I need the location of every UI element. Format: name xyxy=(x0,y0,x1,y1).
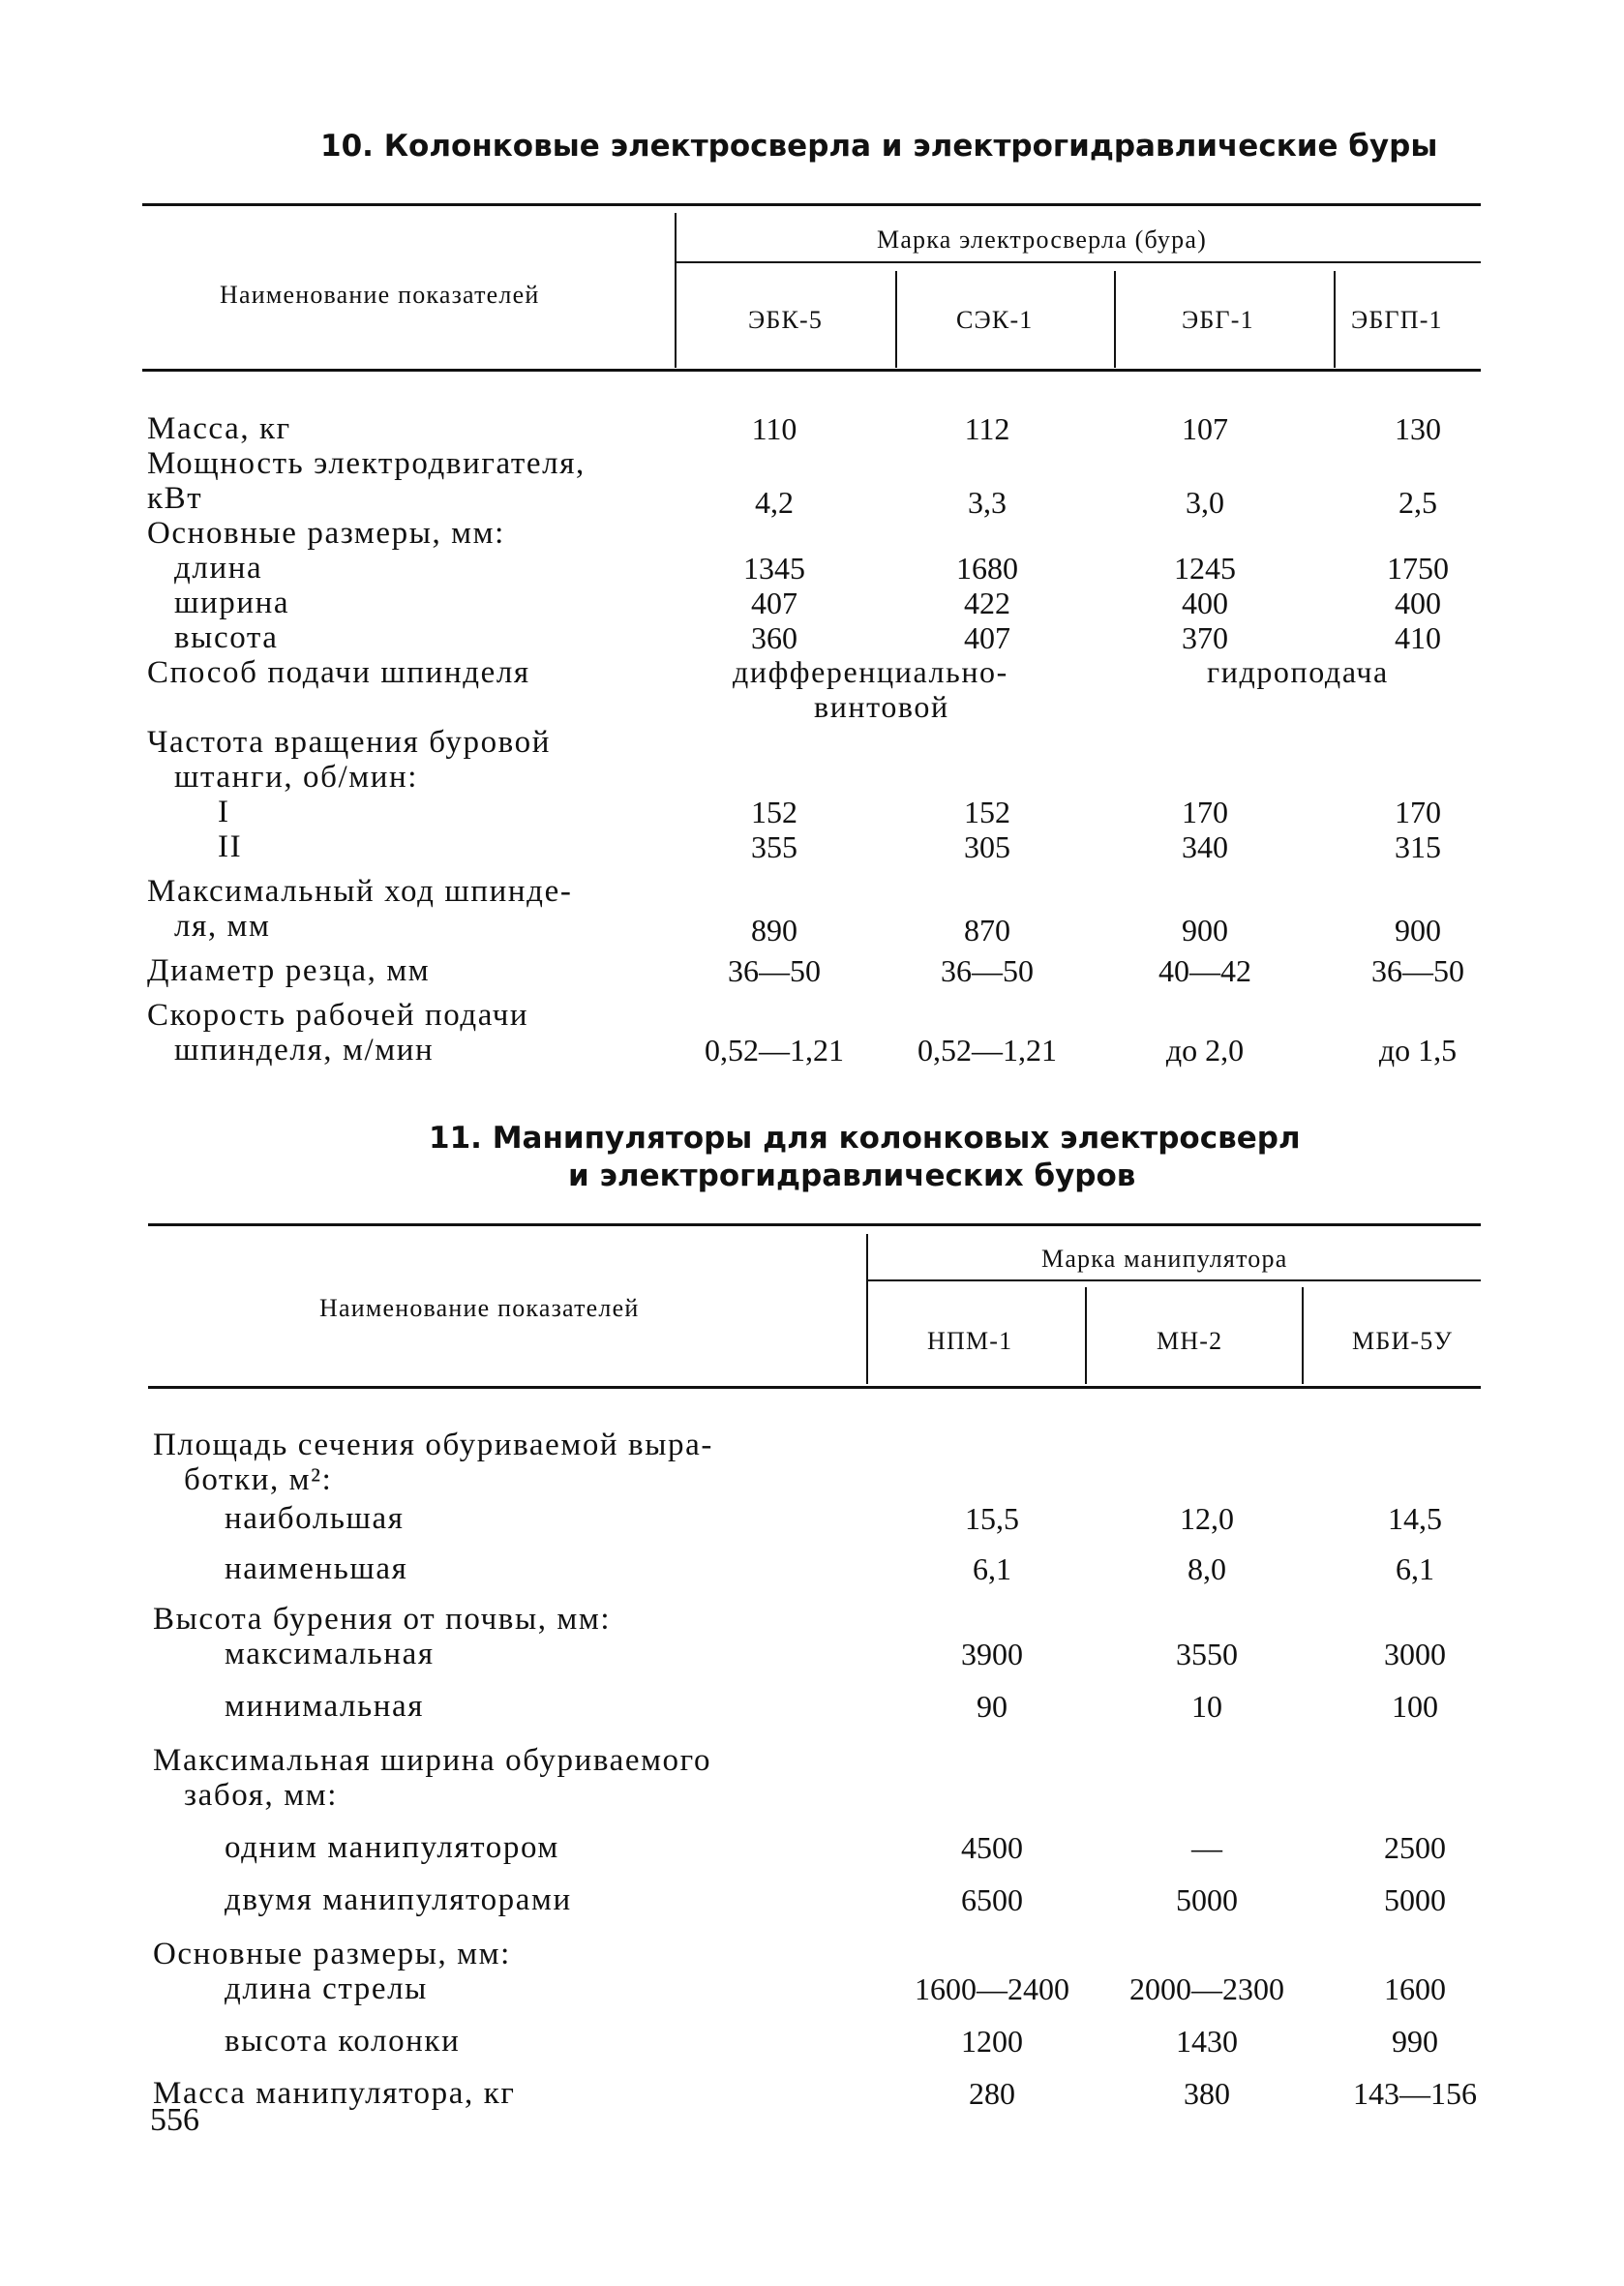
table10-cell: 900 xyxy=(1182,913,1228,947)
table10-col-divider-3 xyxy=(1334,271,1336,368)
table11-col-divider-2 xyxy=(1302,1287,1304,1384)
table10-title: 10. Колонковые электросверла и электрогидравлические буры xyxy=(320,129,1438,164)
table11-cell: 1200 xyxy=(961,2024,1023,2059)
table10-col-divider-1 xyxy=(895,271,897,368)
table10-cell: 407 xyxy=(964,620,1010,655)
table11-name-header: Наименование показателей xyxy=(319,1294,640,1322)
table10-cell: до 1,5 xyxy=(1378,1033,1458,1068)
table10-cell: 170 xyxy=(1182,795,1228,829)
table10-cell: 36—50 xyxy=(728,953,821,988)
table10-name-header: Наименование показателей xyxy=(220,281,540,309)
table10-row-label: Основные размеры, мм: xyxy=(147,516,505,551)
table11-col-mn2: МН-2 xyxy=(1157,1327,1223,1355)
table11-row-label: Площадь сечения обуриваемой выра- xyxy=(153,1428,713,1462)
table11-row-label: Максимальная ширина обуриваемого xyxy=(153,1743,712,1778)
table10-cell: 360 xyxy=(751,620,797,655)
table10-row-label: II xyxy=(218,829,243,864)
table10-cell: 112 xyxy=(964,411,1010,446)
table10-cell: 130 xyxy=(1395,411,1441,446)
table10-cell: 1345 xyxy=(743,551,805,586)
table10-row-label: шпинделя, м/мин xyxy=(174,1033,435,1068)
table11-cell: 1430 xyxy=(1176,2024,1238,2059)
table10-row-label: Способ подачи шпинделя xyxy=(147,655,530,690)
table10-row-label: штанги, об/мин: xyxy=(174,760,419,795)
table10-cell: 3,0 xyxy=(1186,485,1224,520)
table10-cell: 355 xyxy=(751,829,797,864)
table11-cell: 5000 xyxy=(1384,1882,1446,1917)
table11-row-label: Масса манипулятора, кг xyxy=(153,2076,516,2111)
table11-top-rule xyxy=(148,1223,1481,1226)
table10-row-label: кВт xyxy=(147,481,203,516)
table10-col-ebgp1: ЭБГП-1 xyxy=(1351,306,1443,334)
table11-cell: 100 xyxy=(1392,1689,1438,1724)
table10-row-label: высота xyxy=(174,620,279,655)
table11-cell: 3550 xyxy=(1176,1637,1238,1671)
table10-col-divider-2 xyxy=(1114,271,1116,368)
table11-row-label: забоя, мм: xyxy=(184,1778,338,1813)
table11-row-label: наибольшая xyxy=(225,1501,405,1536)
table11-cell: 990 xyxy=(1392,2024,1438,2059)
table10-cell: 40—42 xyxy=(1158,953,1251,988)
table10-cell: 36—50 xyxy=(941,953,1034,988)
table10-group-header: Марка электросверла (бура) xyxy=(877,226,1207,254)
table11-cell: 3900 xyxy=(961,1637,1023,1671)
table10-group-rule xyxy=(675,261,1481,263)
table10-feed-method-b: гидроподача xyxy=(1207,654,1389,689)
table10-cell: 422 xyxy=(964,586,1010,620)
table10-cell: 370 xyxy=(1182,620,1228,655)
table10-cell: 1245 xyxy=(1174,551,1236,586)
table10-row-label: длина xyxy=(174,551,263,586)
table10-cell: 870 xyxy=(964,913,1010,947)
table10-col-ebk5: ЭБК-5 xyxy=(748,306,824,334)
table10-cell: 152 xyxy=(751,795,797,829)
table11-col-npm1: НПМ-1 xyxy=(927,1327,1013,1355)
table11-group-header: Марка манипулятора xyxy=(1041,1245,1288,1273)
table11-row-label: двумя манипуляторами xyxy=(225,1882,572,1917)
table10-cell: 315 xyxy=(1395,829,1441,864)
table11-cell: 280 xyxy=(969,2076,1015,2111)
table11-title-line1: 11. Манипуляторы для колонковых электросверл xyxy=(429,1121,1301,1156)
table11-cell: 380 xyxy=(1184,2076,1230,2111)
table11-title-line2: и электрогидравлических буров xyxy=(568,1158,1136,1193)
table11-cell: 2500 xyxy=(1384,1830,1446,1865)
table10-cell: 110 xyxy=(751,411,797,446)
table11-row-label: минимальная xyxy=(225,1689,425,1724)
table10-row-label: Максимальный ход шпинде- xyxy=(147,874,573,909)
table11-cell: 143—156 xyxy=(1353,2076,1477,2111)
table11-row-label: длина стрелы xyxy=(225,1971,428,2006)
table10-row-label: I xyxy=(218,795,230,829)
table10-cell: 107 xyxy=(1182,411,1228,446)
table10-row-label: Мощность электродвигателя, xyxy=(147,446,586,481)
table11-cell: 4500 xyxy=(961,1830,1023,1865)
table11-cell: — xyxy=(1191,1830,1222,1865)
table10-top-rule xyxy=(142,203,1481,206)
table10-cell: 340 xyxy=(1182,829,1228,864)
table10-cell: 170 xyxy=(1395,795,1441,829)
table11-col-mbi5u: МБИ-5У xyxy=(1352,1327,1454,1355)
table10-cell: 1750 xyxy=(1387,551,1449,586)
table11-group-rule xyxy=(866,1279,1481,1281)
table10-cell: 4,2 xyxy=(755,485,794,520)
table11-cell: 6,1 xyxy=(1396,1551,1434,1586)
table11-col-divider-1 xyxy=(1085,1287,1087,1384)
table10-row-label: Масса, кг xyxy=(147,411,291,446)
table11-cell: 14,5 xyxy=(1388,1501,1442,1536)
table11-cell: 1600—2400 xyxy=(915,1971,1069,2006)
table11-cell: 90 xyxy=(977,1689,1007,1724)
table11-row-label: одним манипулятором xyxy=(225,1830,559,1865)
table11-cell: 12,0 xyxy=(1180,1501,1234,1536)
table11-row-label: Высота бурения от почвы, мм: xyxy=(153,1602,612,1637)
table10-col-ebg1: ЭБГ-1 xyxy=(1182,306,1254,334)
table11-header-divider xyxy=(866,1234,868,1384)
table11-row-label: высота колонки xyxy=(225,2024,461,2059)
table11-row-label: ботки, м²: xyxy=(184,1462,333,1497)
table11-cell: 15,5 xyxy=(965,1501,1019,1536)
table11-cell: 3000 xyxy=(1384,1637,1446,1671)
table10-row-label: ля, мм xyxy=(174,909,271,944)
table10-cell: 410 xyxy=(1395,620,1441,655)
table10-row-label: ширина xyxy=(174,586,290,620)
table11-cell: 10 xyxy=(1191,1689,1222,1724)
table10-cell: 36—50 xyxy=(1371,953,1464,988)
table10-cell: 400 xyxy=(1182,586,1228,620)
table10-cell: 1680 xyxy=(956,551,1018,586)
table11-header-bottom-rule xyxy=(148,1386,1481,1389)
table10-cell: 152 xyxy=(964,795,1010,829)
table10-cell: 0,52—1,21 xyxy=(917,1033,1057,1068)
table11-cell: 6500 xyxy=(961,1882,1023,1917)
table10-cell: 900 xyxy=(1395,913,1441,947)
table10-cell: 2,5 xyxy=(1398,485,1437,520)
table10-cell: 400 xyxy=(1395,586,1441,620)
table11-cell: 6,1 xyxy=(973,1551,1011,1586)
table11-cell: 1600 xyxy=(1384,1971,1446,2006)
table11-cell: 8,0 xyxy=(1188,1551,1226,1586)
table10-cell: 407 xyxy=(751,586,797,620)
table10-cell: 305 xyxy=(964,829,1010,864)
table10-feed-method-a-line2: винтовой xyxy=(814,689,949,724)
table11-cell: 5000 xyxy=(1176,1882,1238,1917)
table10-row-label: Частота вращения буровой xyxy=(147,725,551,760)
table11-row-label: наименьшая xyxy=(225,1551,408,1586)
table10-row-label: Диаметр резца, мм xyxy=(147,953,431,988)
table10-cell: 0,52—1,21 xyxy=(705,1033,844,1068)
table10-cell: 3,3 xyxy=(968,485,1007,520)
table10-cell: 890 xyxy=(751,913,797,947)
table10-row-label: Скорость рабочей подачи xyxy=(147,998,529,1033)
page-number: 556 xyxy=(150,2102,199,2138)
table10-cell: до 2,0 xyxy=(1165,1033,1245,1068)
table10-col-sek1: СЭК-1 xyxy=(956,306,1034,334)
table10-header-divider xyxy=(675,213,677,368)
table10-feed-method-a-line1: дифференциально- xyxy=(733,654,1008,689)
table11-row-label: максимальная xyxy=(225,1637,435,1671)
table11-row-label: Основные размеры, мм: xyxy=(153,1937,511,1971)
table11-cell: 2000—2300 xyxy=(1129,1971,1284,2006)
table10-header-bottom-rule xyxy=(142,369,1481,372)
